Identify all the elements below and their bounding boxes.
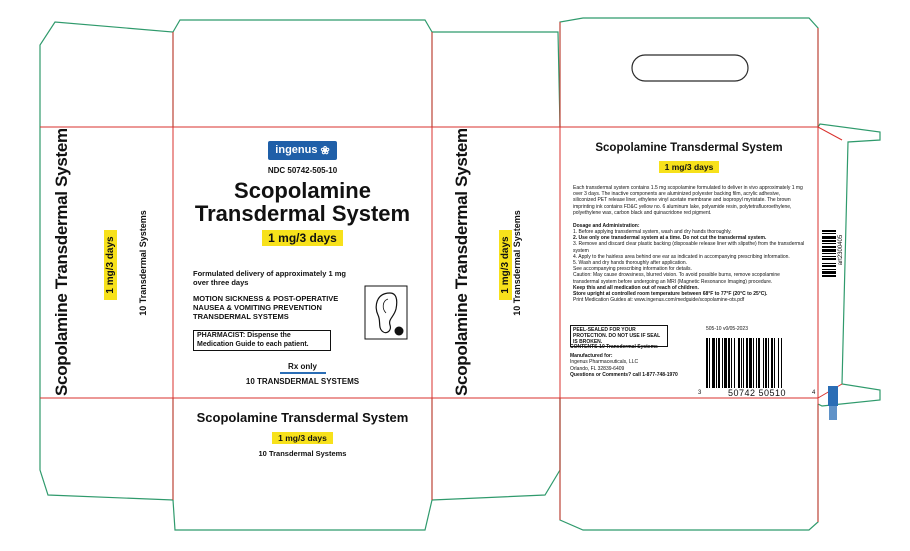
indication-text: MOTION SICKNESS & POST-OPERATIVE NAUSEA & VOMITING PREVENTION TRANSDERMAL SYSTEMS (193, 294, 339, 321)
front-name-line1: Scopolamine (234, 177, 371, 203)
usage-step: 5. Wash and dry hands thoroughly after application. (573, 260, 688, 267)
company-city: Orlando, FL 32839-6409 (570, 365, 625, 372)
barcode-bar (718, 338, 720, 388)
pharmacode-bar (822, 236, 836, 239)
seal-notice: PEEL-SEALED FOR YOUR PROTECTION. DO NOT USE IF SEAL IS BROKEN. (570, 325, 668, 347)
barcode-number: 50742 50510 (728, 388, 787, 398)
pharmacode-bar (822, 275, 836, 277)
color-tab-lower (829, 406, 837, 420)
pharmacode-bar (822, 263, 836, 264)
barcode-bar (758, 338, 760, 388)
pharmacode-bar (822, 243, 836, 244)
brand-logo-text: ingenus (275, 144, 318, 156)
barcode-bar (743, 338, 744, 388)
front-name-line2: Transdermal System (194, 200, 411, 226)
storage-text: Store upright at controlled room temperature between 68°F to 77°F (20°C to 25°C). (573, 291, 768, 298)
side-strength-wrap (100, 210, 118, 320)
company-name: Ingenus Pharmaceuticals, LLC (570, 359, 639, 366)
pharmacode-bar (822, 271, 836, 274)
barcode-bar (749, 338, 752, 388)
manufacturer-block (570, 344, 695, 378)
pharmacode-bar (822, 233, 836, 234)
pharmacist-box: PHARMACIST: Dispense the Medication Guide to each patient. (193, 330, 331, 351)
front-count: 10 TRANSDERMAL SYSTEMS (245, 377, 360, 386)
barcode-bar (746, 338, 748, 388)
usage-heading: Dosage and Administration: (573, 223, 640, 229)
upc-barcode (706, 338, 808, 388)
caution-text: Caution: May cause drowsiness, blurred vision. To avoid possible burns, remove scopolamine transdermal system before undergoing an MRI (Magnetic Resonance Imaging) procedure. (573, 272, 780, 285)
back-title: Scopolamine Transdermal System (595, 142, 783, 154)
barcode-bar (753, 338, 754, 388)
bottom-strength: 1 mg/3 days (272, 432, 333, 444)
front-panel (175, 140, 430, 247)
keep-away: Keep this and all medication out of reach of children. (573, 284, 699, 291)
barcode-bar (781, 338, 782, 388)
pharmacode-barcode (822, 230, 836, 290)
barcode-bar (738, 338, 740, 388)
barcode-bar (765, 338, 767, 388)
pharmacode-bar (822, 230, 836, 232)
usage-step: 4. Apply to the hairless area behind one ear as indicated in accompanying prescribing information. (573, 253, 790, 260)
back-description: Each transdermal system contains 1.5 mg scopolamine formulated to deliver in vivo approximately 1 mg over 3 days. The inactive components are aluminized polyester backing film, acrylic adhesive, siliconized PET release liner, ethylene vinyl acetate membrane and isopropyl myristate. The brown imprinting ink contains FD&C yellow no. 6 aluminum lake, polyamide resin, polytetrafluoroethylene, polyethylene wax, carbon black and quinacridone red pigment. (573, 185, 803, 216)
tuck-slot (632, 55, 748, 81)
side-count-right: 10 Transdermal Systems (512, 210, 522, 316)
barcode-bar (741, 338, 742, 388)
pharmacode-bar (822, 249, 836, 252)
barcode-bar (716, 338, 717, 388)
pharmacode-bar (822, 240, 836, 242)
barcode-bar (774, 338, 775, 388)
barcode-bar (722, 338, 723, 388)
art-code: art2300405 (838, 234, 844, 266)
see-info: See accompanying prescribing information for details. (573, 266, 692, 273)
formulation-text: Formulated delivery of approximately 1 mg over three days (193, 269, 346, 287)
barcode-bar (709, 338, 710, 388)
side-count-wrap (133, 208, 147, 318)
ndc-number: NDC 50742-505-10 (267, 165, 338, 175)
barcode-bar (706, 338, 708, 388)
pharmacode-bar (822, 258, 836, 260)
barcode-bar (771, 338, 773, 388)
side-strength: 1 mg/3 days (104, 230, 117, 299)
manufactured-for: Manufactured for: (570, 353, 613, 360)
side-panel-left (52, 128, 82, 396)
side-count-right-wrap (507, 208, 521, 318)
barcode-bar (728, 338, 730, 388)
side-count: 10 Transdermal Systems (138, 210, 148, 316)
usage-step: 2. Use only one transdermal system at a time. Do not cut the transdermal system. (573, 235, 767, 242)
pharmacode-bar (822, 246, 836, 248)
blue-rule (280, 372, 326, 374)
hand-drop-icon: ❀ (320, 144, 330, 157)
pharmacode-bar (822, 256, 836, 257)
barcode-bar (763, 338, 764, 388)
bottom-title: Scopolamine Transdermal System (196, 410, 409, 425)
front-strength: 1 mg/3 days (262, 230, 343, 246)
usage-step: 3. Remove and discard clear plastic backing (disposable release liner with slipsthe) from the transdermal system (573, 241, 805, 254)
bottom-flap (175, 410, 430, 458)
pharmacode-bar (822, 265, 836, 267)
usage-step: 1. Before applying transdermal system, wash and dry hands thoroughly. (573, 229, 732, 235)
side-title: Scopolamine Transdermal System (52, 128, 71, 396)
barcode-bar (734, 338, 735, 388)
barcode-bar (768, 338, 769, 388)
barcode-right-digit: 4 (812, 390, 816, 396)
barcode-left-digit: 3 (698, 390, 702, 396)
barcode-bar (724, 338, 727, 388)
side-strength-right: 1 mg/3 days (499, 230, 512, 299)
pharmacode-bar (822, 269, 836, 270)
barcode-bar (712, 338, 715, 388)
contents-line: CONTENTS-10 Transdermal Systems (570, 344, 658, 350)
pharmacode-bar (822, 253, 836, 254)
barcode-bar (756, 338, 757, 388)
bottom-count: 10 Transdermal Systems (258, 449, 347, 458)
brand-logo (268, 141, 336, 160)
color-tab (828, 386, 838, 406)
side-panel-right (452, 128, 482, 396)
lot-code: 505-10 v0/05-2023 (706, 326, 748, 332)
ear-illustration (364, 285, 408, 340)
barcode-bar (731, 338, 732, 388)
rx-only: Rx only (288, 362, 317, 371)
barcode-bar (778, 338, 779, 388)
medguide-text: Print Medication Guides at: www.ingenus.com/medguide/scopolamine-ots.pdf (573, 297, 745, 304)
side-title-right: Scopolamine Transdermal System (452, 128, 471, 396)
questions-line: Questions or Comments? call 1-877-748-1970 (570, 371, 678, 378)
usage-steps (573, 229, 805, 303)
back-panel-header (563, 142, 815, 175)
back-strength: 1 mg/3 days (659, 161, 720, 173)
